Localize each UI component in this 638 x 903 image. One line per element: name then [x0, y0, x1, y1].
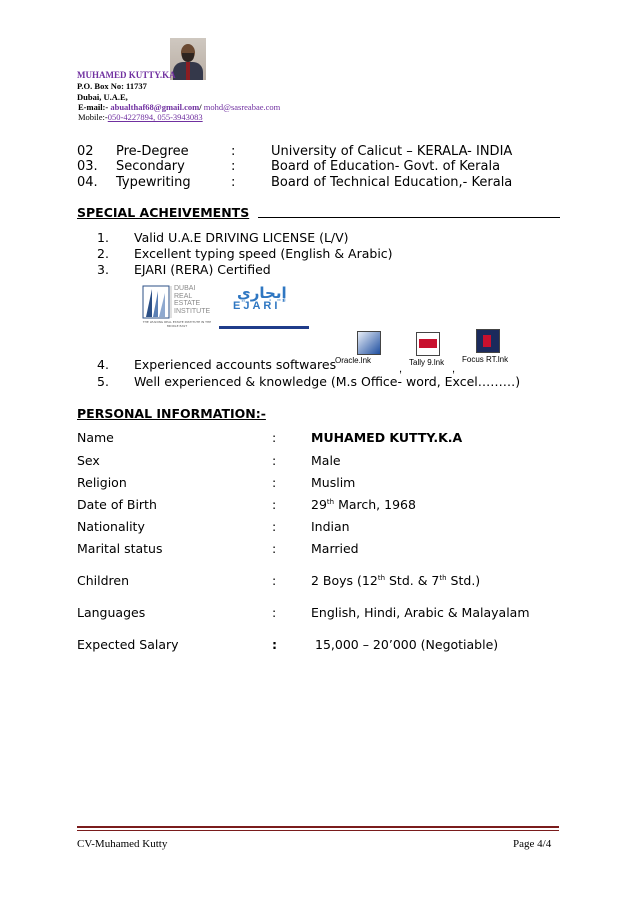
children-suffix1: th [377, 573, 386, 582]
email-secondary-link[interactable]: mohd@sasreabae.com [203, 102, 281, 112]
pi-value-children [311, 573, 480, 588]
mobile-numbers: 050-4227894, 055-3943083 [107, 112, 203, 122]
pi-colon: : [272, 541, 277, 556]
edu-num: 02 [77, 144, 94, 159]
header-city: Dubai, U.A.E, [77, 92, 128, 102]
email-label: E-mail:- [78, 102, 109, 112]
achievement-text: Excellent typing speed (English & Arabic) [134, 246, 393, 261]
pi-value: MUHAMED KUTTY.K.A [311, 430, 463, 445]
children-part2: Std. & 7 [385, 573, 440, 588]
achievement-text: Well experienced & knowledge (M.s Office- word, Excel………) [134, 374, 521, 389]
icon-separator: , [452, 363, 456, 375]
pi-colon: : [272, 573, 277, 588]
pi-colon: : [272, 430, 277, 445]
edu-num: 04. [77, 175, 98, 190]
edu-course: Secondary [116, 159, 185, 174]
icon-separator: , [399, 363, 403, 375]
edu-institution: Board of Technical Education,- Kerala [271, 175, 513, 190]
email-primary-link[interactable]: abualthaf68@gmail.com [110, 102, 200, 112]
pi-label: Nationality [77, 519, 145, 534]
edu-institution: University of Calicut – KERALA- INDIA [271, 144, 513, 159]
pi-value: Male [311, 453, 341, 468]
dob-day: 29 [311, 497, 327, 512]
dob-month-year: March, 1968 [334, 497, 416, 512]
achievement-num: 5. [97, 374, 109, 389]
header-email-line [78, 102, 280, 112]
header-mobile-line [78, 112, 203, 122]
ejari-logo-latin: EJARI [233, 300, 281, 312]
pi-value-dob [311, 497, 416, 512]
tally-icon[interactable] [416, 332, 440, 356]
personal-info-title: PERSONAL INFORMATION:- [77, 406, 266, 421]
footer-page-number: Page 4/4 [513, 838, 552, 850]
achievements-title: SPECIAL ACHEIVEMENTS [77, 205, 250, 220]
pi-colon: : [272, 497, 277, 512]
pi-colon: : [272, 605, 277, 620]
achievement-num: 3. [97, 262, 109, 277]
dubai-logo-line4: INSTITUTE [174, 307, 211, 315]
ejari-logo-arabic: إيجاري [237, 284, 287, 302]
mobile-label: Mobile:- [78, 112, 108, 122]
edu-course: Typewriting [116, 175, 191, 190]
achievement-text: Valid U.A.E DRIVING LICENSE (L/V) [134, 230, 349, 245]
achievement-text: EJARI (RERA) Certified [134, 262, 271, 277]
pi-label: Date of Birth [77, 497, 157, 512]
achievement-num: 4. [97, 357, 109, 372]
dob-suffix: th [326, 497, 335, 506]
oracle-icon-label: Oracle.lnk [335, 356, 372, 365]
children-part3: Std.) [446, 573, 481, 588]
pi-label: Children [77, 573, 130, 588]
focus-icon-label: Focus RT.lnk [462, 355, 509, 364]
edu-colon: : [231, 159, 236, 174]
pi-label: Marital status [77, 541, 163, 556]
dubai-logo-caption: THE LEADING REAL ESTATE INSTITUTE IN THE MIDDLE EAST [142, 320, 212, 328]
dubai-logo-line2: REAL [174, 292, 193, 300]
footer-left: CV-Muhamed Kutty [77, 838, 168, 850]
header-name: MUHAMED KUTTY.KA [77, 70, 176, 80]
pi-label: Expected Salary [77, 637, 179, 652]
edu-course: Pre-Degree [116, 144, 189, 159]
pi-colon: : [272, 475, 277, 490]
ejari-logo-bar [219, 326, 309, 329]
pi-colon: : [272, 453, 277, 468]
achievement-num: 1. [97, 230, 109, 245]
pi-value: Married [311, 541, 359, 556]
edu-colon: : [231, 175, 236, 190]
pi-value: English, Hindi, Arabic & Malayalam [311, 605, 530, 620]
dubai-logo-line1: DUBAI [174, 285, 196, 292]
pi-value: 15,000 – 20’000 (Negotiable) [315, 637, 499, 652]
pi-value: Indian [311, 519, 350, 534]
children-part1: 2 Boys (12 [311, 573, 378, 588]
pi-colon: : [272, 637, 277, 652]
edu-institution: Board of Education- Govt. of Kerala [271, 159, 501, 174]
achievement-num: 2. [97, 246, 109, 261]
dubai-real-estate-institute-logo [140, 283, 214, 331]
email-separator: / [199, 102, 202, 112]
oracle-icon[interactable] [357, 331, 381, 355]
pi-label: Languages [77, 605, 146, 620]
footer-rule-thick [77, 826, 559, 828]
pi-label: Sex [77, 453, 100, 468]
edu-colon: : [231, 144, 236, 159]
footer-rule-thin [77, 830, 559, 831]
pi-colon: : [272, 519, 277, 534]
achievements-title-rule [258, 217, 560, 218]
pi-label: Name [77, 430, 114, 445]
pi-label: Religion [77, 475, 127, 490]
pi-value: Muslim [311, 475, 356, 490]
edu-num: 03. [77, 159, 98, 174]
children-suffix2: th [439, 573, 447, 582]
ejari-logo [219, 282, 309, 330]
achievement-text: Experienced accounts softwares [134, 357, 337, 372]
dubai-logo-line3: ESTATE [174, 300, 201, 307]
header-po-box: P.O. Box No: 11737 [77, 81, 147, 91]
focus-icon[interactable] [476, 329, 500, 353]
tally-icon-label: Tally 9.lnk [409, 358, 445, 367]
